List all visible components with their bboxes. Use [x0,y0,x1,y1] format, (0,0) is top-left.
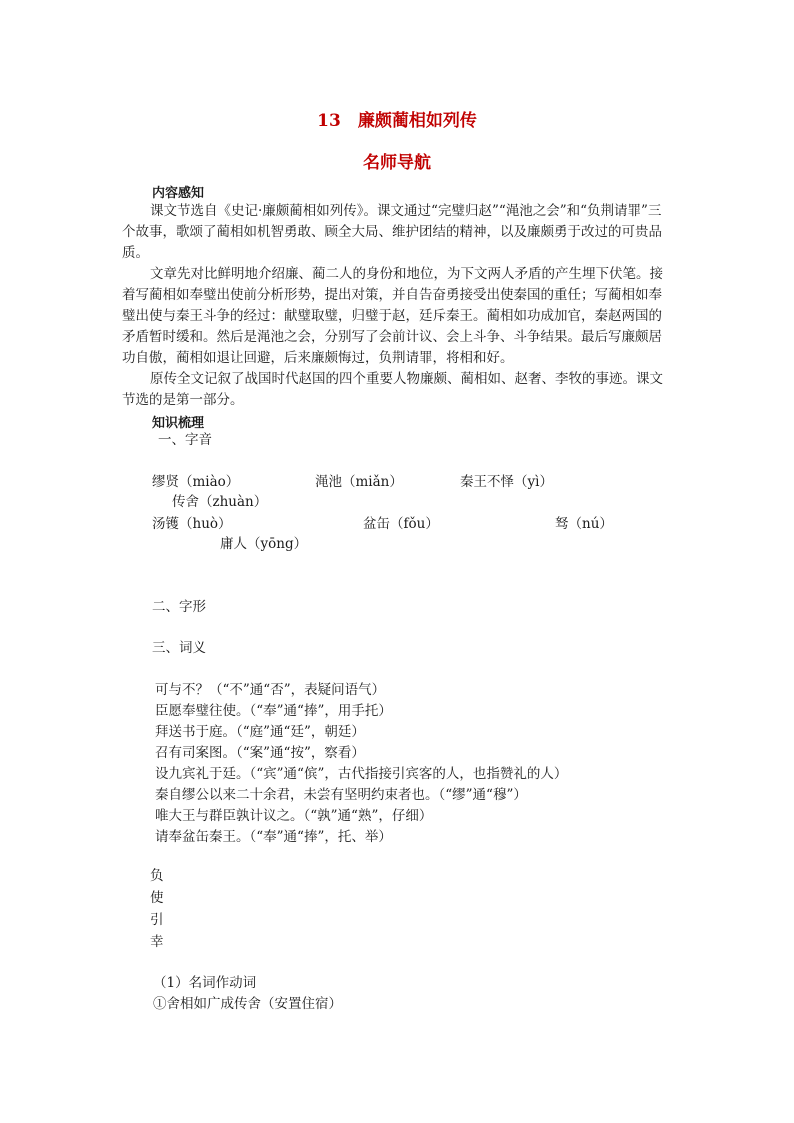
meaning-line: 唯大王与群臣孰计议之。（“孰”通“熟”，仔细） [155,808,433,824]
pinyin-item: 缪贤（miào） [152,474,240,490]
section-glyph: 二、字形 [152,599,206,615]
word-item: 负 [150,868,164,884]
pinyin-item: 庸人（yōng） [220,536,308,552]
word-item: 引 [150,912,164,928]
pinyin-item: 传舍（zhuàn） [172,494,268,510]
meaning-line: 设九宾礼于廷。（“宾”通“傧”，古代指接引宾客的人，也指赞礼的人） [155,766,568,782]
pinyin-item: 秦王不怿（yì） [460,474,553,490]
section-meaning: 三、词义 [152,640,206,656]
pinyin-item: 汤镬（huò） [152,516,232,532]
meaning-line: 请奉盆缶秦王。（“奉”通“捧”，托、举） [155,829,392,845]
content-heading: 内容感知 [152,186,205,201]
meaning-line: 秦自缪公以来二十余君，未尝有坚明约束者也。（“缪”通“穆”） [155,787,527,803]
meaning-line: 臣愿奉璧往使。（“奉”通“捧”，用手托） [155,703,392,719]
pinyin-item: 渑池（miǎn） [315,474,403,490]
document-subtitle: 名师导航 [363,153,431,173]
meaning-line: 拜送书于庭。（“庭”通“廷”，朝廷） [155,724,365,740]
paragraph-1: 课文节选自《史记·廉颇蔺相如列传》。课文通过“完璧归赵”“渑池之会”和“负荆请罪”三个故事，歌颂了蔺相如机智勇敢、顾全大局、维护团结的精神，以及廉颇勇于改过的可贵品质。 [122,203,662,261]
word-item: 使 [150,890,164,906]
paragraph-2: 文章先对比鲜明地介绍廉、蔺二人的身份和地位，为下文两人矛盾的产生埋下伏笔。接着写蔺相如奉璧出使前分析形势，提出对策，并自告奋勇接受出使秦国的重任；写蔺相如奉璧出使与秦王斗争的经过：献璧取璧，归璧于赵，廷斥秦王。蔺相如功成加官，秦赵两国的矛盾暂时缓和。然后是渑池之会，分别写了会前计议、会上斗争、斗争结果。最后写廉颇居功自傲，蔺相如退让回避，后来廉颇悔过，负荆请罪，将相和好。 [122,266,663,366]
section-pronunciation: 一、字音 [158,432,212,448]
pinyin-item: 驽（nú） [555,516,613,532]
sub-heading: （1）名词作动词 [153,975,257,991]
paragraph-3: 原传全文记叙了战国时代赵国的四个重要人物廉颇、蔺相如、赵奢、李牧的事迹。课文节选的是第一部分。 [122,371,663,408]
document-title: 13 廉颇蔺相如列传 [317,111,477,131]
meaning-line: 召有司案图。（“案”通“按”，察看） [155,745,365,761]
example-line: ①舍相如广成传舍（安置住宿） [153,996,342,1012]
word-item: 幸 [150,934,164,950]
pinyin-item: 盆缶（fǒu） [363,516,439,532]
meaning-line: 可与不？（“不”通“否”，表疑问语气） [155,682,386,698]
knowledge-heading: 知识梳理 [152,416,205,431]
